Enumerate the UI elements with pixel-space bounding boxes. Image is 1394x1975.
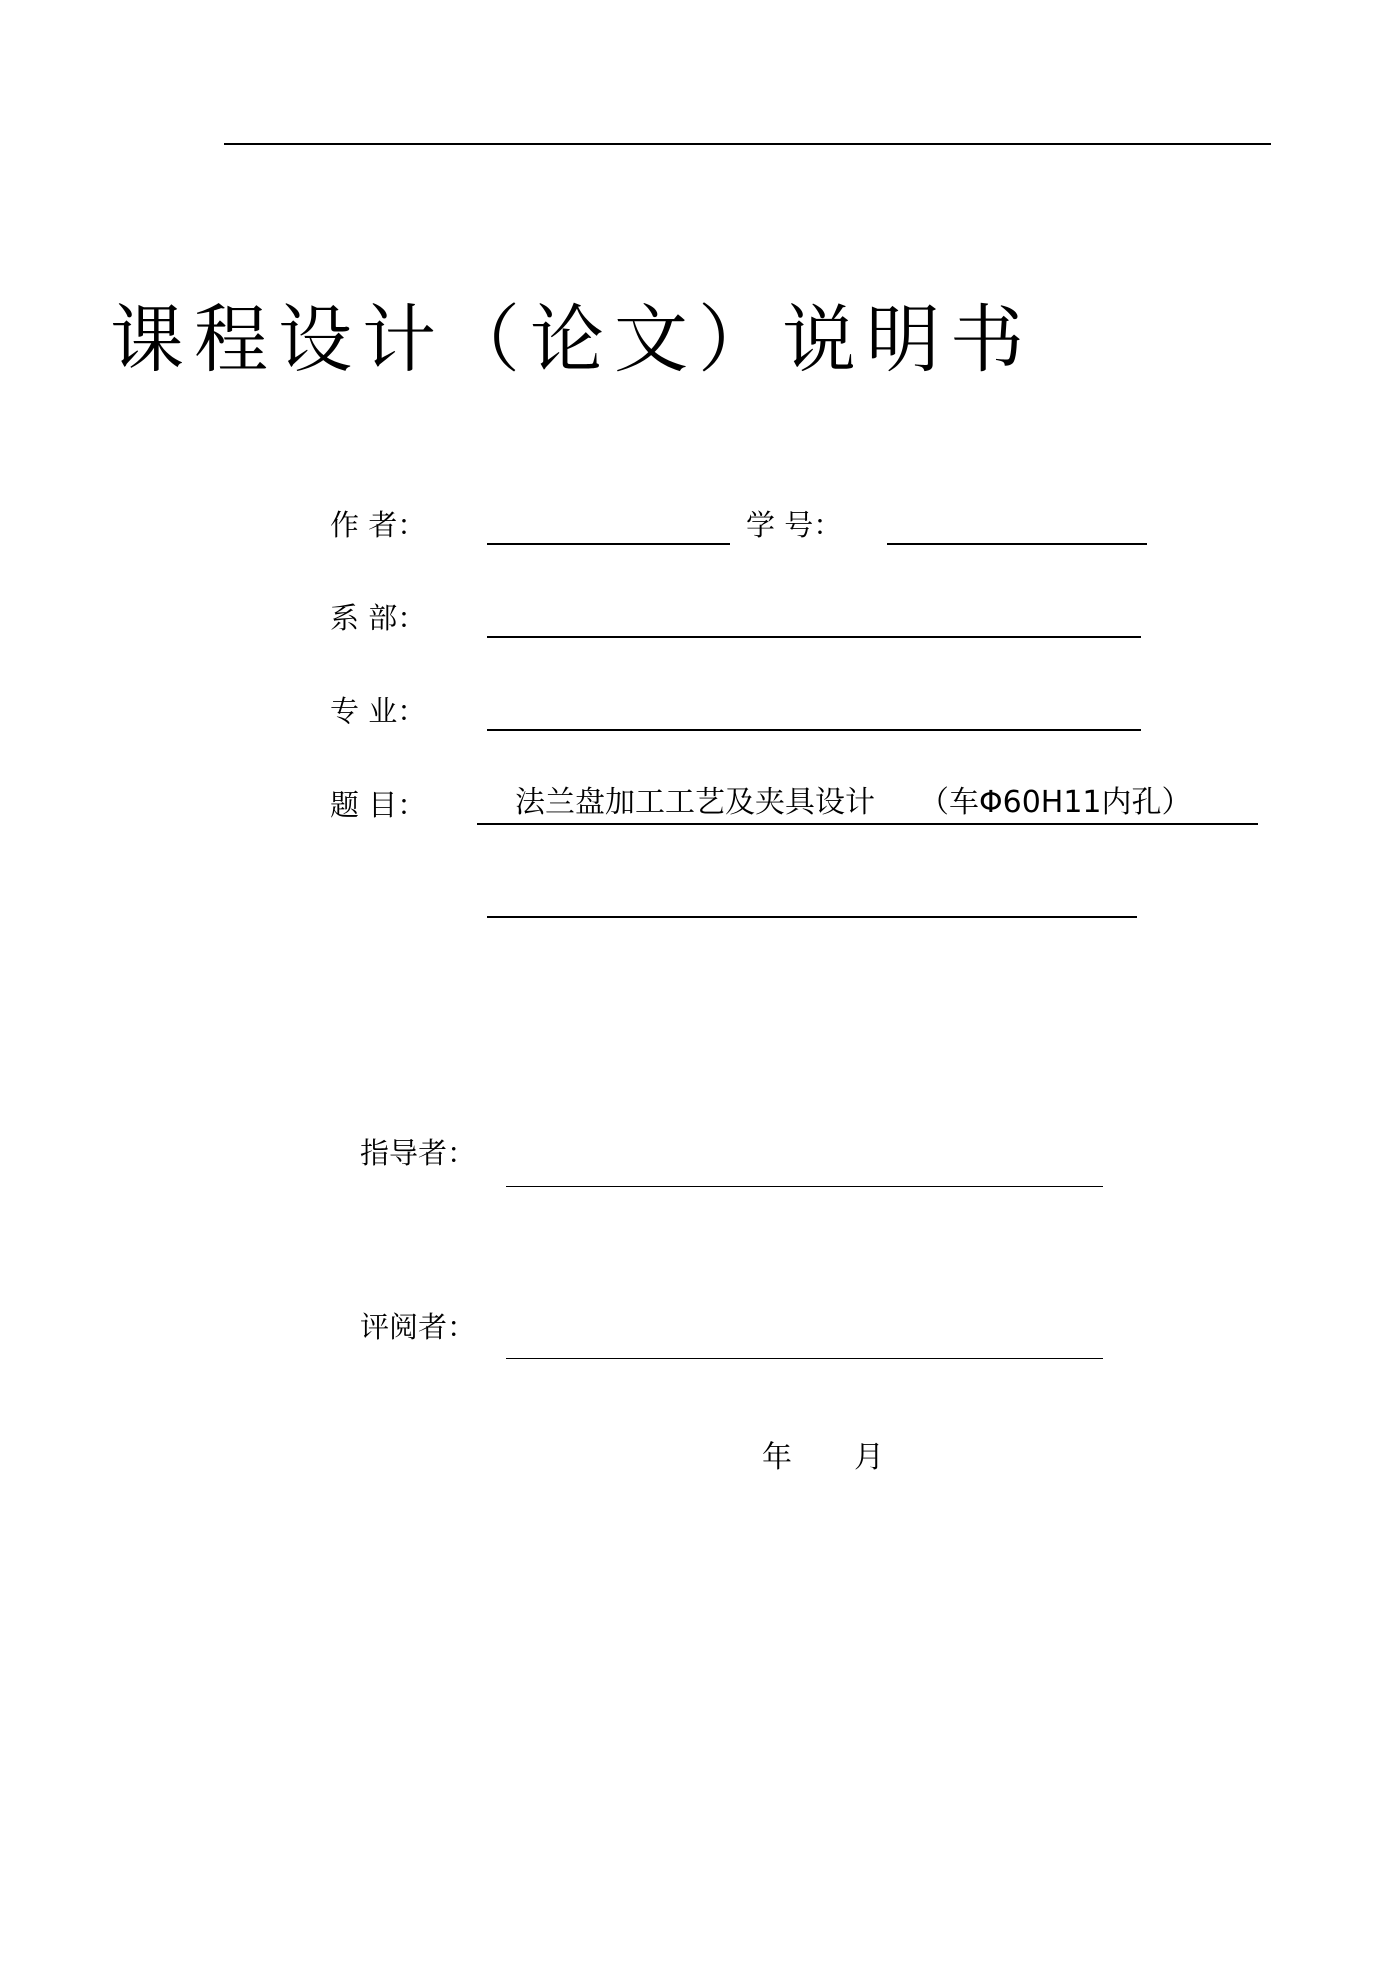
author-label: 作 者： xyxy=(330,508,427,542)
major-label: 专 业： xyxy=(330,694,427,728)
document-title: 课程设计（论文）说明书 xyxy=(110,297,1034,383)
student-id-field[interactable] xyxy=(887,543,1147,545)
supervisor-label: 指导者： xyxy=(360,1136,477,1170)
department-label: 系 部： xyxy=(330,601,427,635)
header-rule xyxy=(224,143,1271,145)
student-id-label: 学 号： xyxy=(746,508,843,542)
department-field[interactable] xyxy=(487,636,1141,638)
supervisor-field[interactable] xyxy=(506,1186,1103,1187)
major-field[interactable] xyxy=(487,729,1141,731)
topic-main: 法兰盘加工工艺及夹具设计 xyxy=(515,785,875,820)
reviewer-label: 评阅者： xyxy=(360,1310,477,1344)
date-year-label: 年 xyxy=(762,1440,792,1475)
author-field[interactable] xyxy=(487,543,730,545)
reviewer-field[interactable] xyxy=(506,1358,1103,1359)
topic-field[interactable] xyxy=(477,823,1258,825)
topic-field-line-2[interactable] xyxy=(487,916,1137,918)
topic-value xyxy=(515,783,1192,823)
date-month-label: 月 xyxy=(854,1440,884,1475)
topic-suffix: （车Φ60H11内孔） xyxy=(919,785,1192,820)
topic-label: 题 目： xyxy=(330,788,427,822)
